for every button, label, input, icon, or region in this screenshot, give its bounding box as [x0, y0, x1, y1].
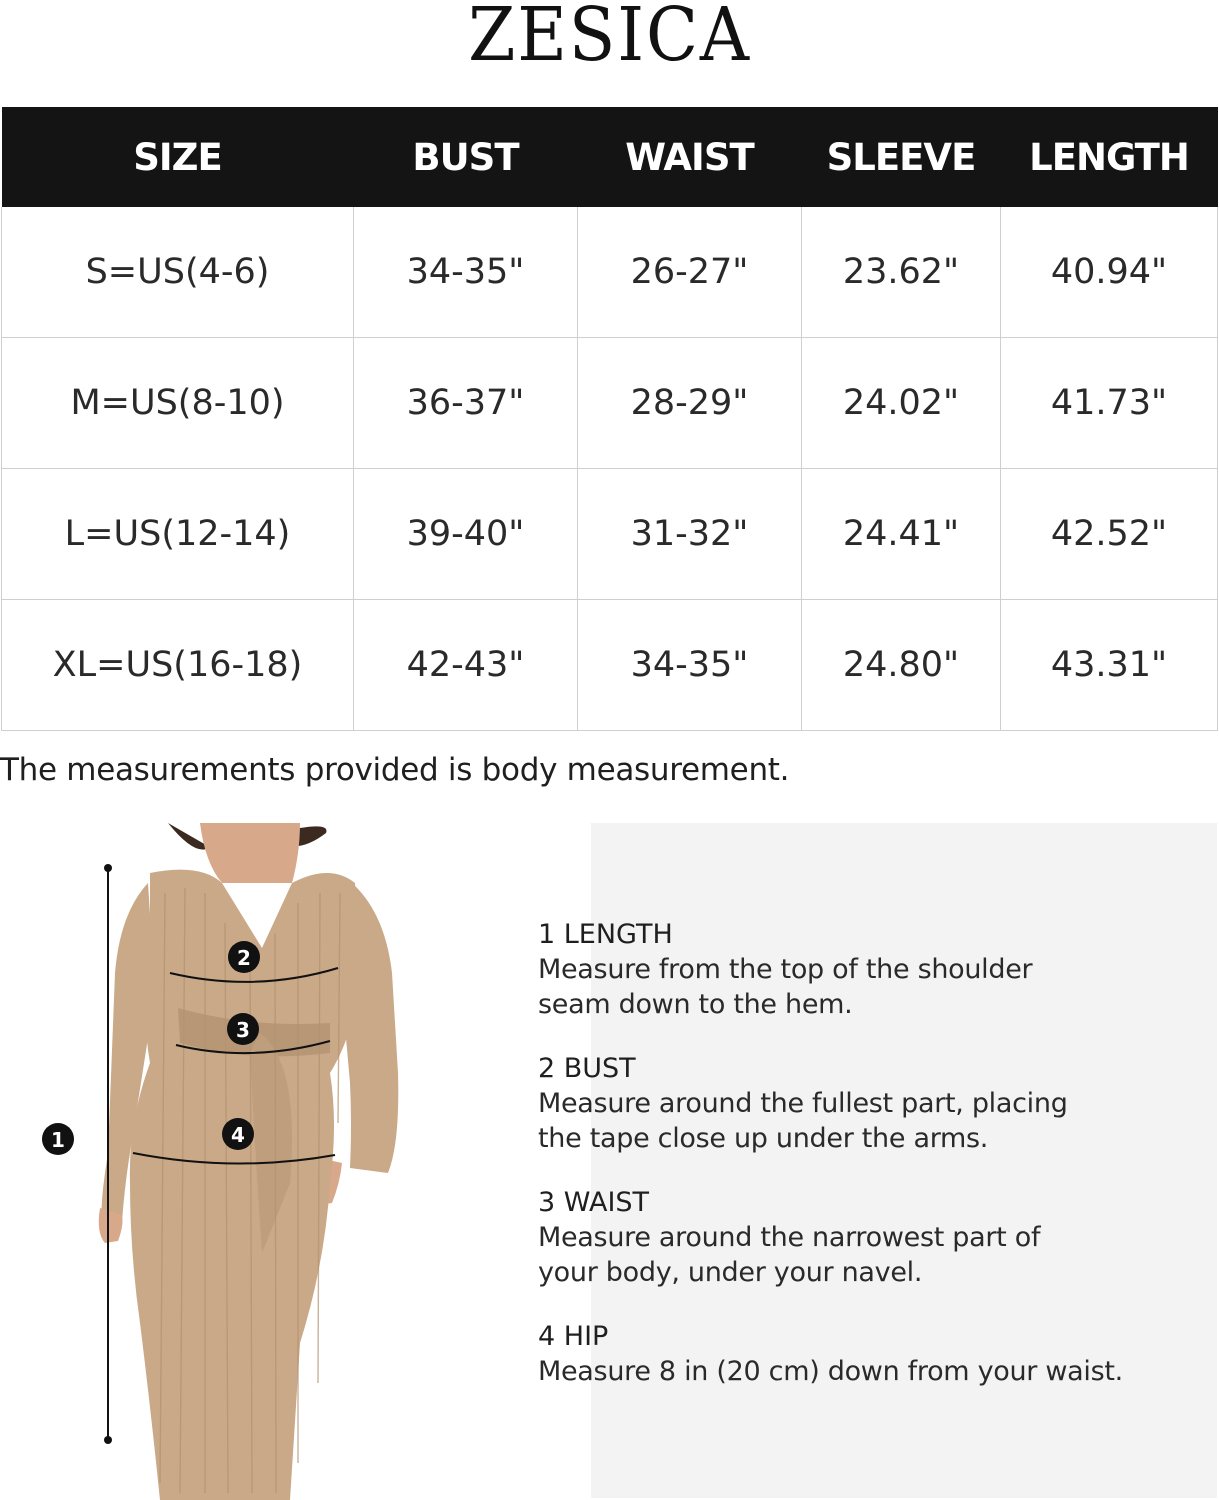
- cell-waist: 28-29": [578, 338, 802, 469]
- header-bust: BUST: [354, 107, 578, 207]
- cell-size: S=US(4-6): [2, 207, 354, 338]
- step-desc-line: Measure from the top of the shoulder: [538, 954, 1033, 985]
- step-desc-line: your body, under your navel.: [538, 1257, 923, 1288]
- cell-length: 42.52": [1001, 469, 1218, 600]
- step-title: 1 LENGTH: [538, 919, 673, 950]
- cell-sleeve: 24.41": [802, 469, 1001, 600]
- header-waist: WAIST: [578, 107, 802, 207]
- cell-bust: 42-43": [354, 600, 578, 731]
- table-row: [2, 600, 1218, 731]
- step-bust: [538, 1052, 1198, 1156]
- cell-size: L=US(12-14): [2, 469, 354, 600]
- cell-waist: 31-32": [578, 469, 802, 600]
- step-title: 4 HIP: [538, 1321, 609, 1352]
- size-chart-table: [1, 107, 1218, 731]
- marker-2: 2: [237, 946, 251, 970]
- table-row: [2, 469, 1218, 600]
- marker-1: 1: [51, 1128, 65, 1152]
- header-size: SIZE: [2, 107, 354, 207]
- step-length: [538, 918, 1198, 1022]
- step-desc-line: seam down to the hem.: [538, 989, 853, 1020]
- header-sleeve: SLEEVE: [802, 107, 1001, 207]
- step-desc-line: Measure around the narrowest part of: [538, 1222, 1041, 1253]
- measure-instructions: [538, 918, 1198, 1419]
- measurement-note: The measurements provided is body measurement.: [0, 752, 790, 788]
- step-title: 2 BUST: [538, 1053, 636, 1084]
- brand-logo: ZESICA: [468, 0, 751, 78]
- cell-bust: 34-35": [354, 207, 578, 338]
- cell-sleeve: 24.80": [802, 600, 1001, 731]
- marker-4: 4: [231, 1123, 245, 1147]
- cell-waist: 26-27": [578, 207, 802, 338]
- marker-3: 3: [236, 1018, 250, 1042]
- header-length: LENGTH: [1001, 107, 1218, 207]
- table-row: [2, 338, 1218, 469]
- cell-bust: 36-37": [354, 338, 578, 469]
- step-desc-line: the tape close up under the arms.: [538, 1123, 989, 1154]
- step-title: 3 WAIST: [538, 1187, 650, 1218]
- cell-length: 40.94": [1001, 207, 1218, 338]
- cell-bust: 39-40": [354, 469, 578, 600]
- cell-sleeve: 24.02": [802, 338, 1001, 469]
- step-hip: [538, 1320, 1198, 1389]
- cell-length: 43.31": [1001, 600, 1218, 731]
- cell-waist: 34-35": [578, 600, 802, 731]
- model-figure-illustration: [0, 823, 500, 1500]
- step-desc-line: Measure 8 in (20 cm) down from your waist.: [538, 1356, 1123, 1387]
- step-desc-line: Measure around the fullest part, placing: [538, 1088, 1068, 1119]
- cell-size: M=US(8-10): [2, 338, 354, 469]
- cell-length: 41.73": [1001, 338, 1218, 469]
- table-header-row: [2, 107, 1218, 207]
- cell-size: XL=US(16-18): [2, 600, 354, 731]
- table-row: [2, 207, 1218, 338]
- step-waist: [538, 1186, 1198, 1290]
- cell-sleeve: 23.62": [802, 207, 1001, 338]
